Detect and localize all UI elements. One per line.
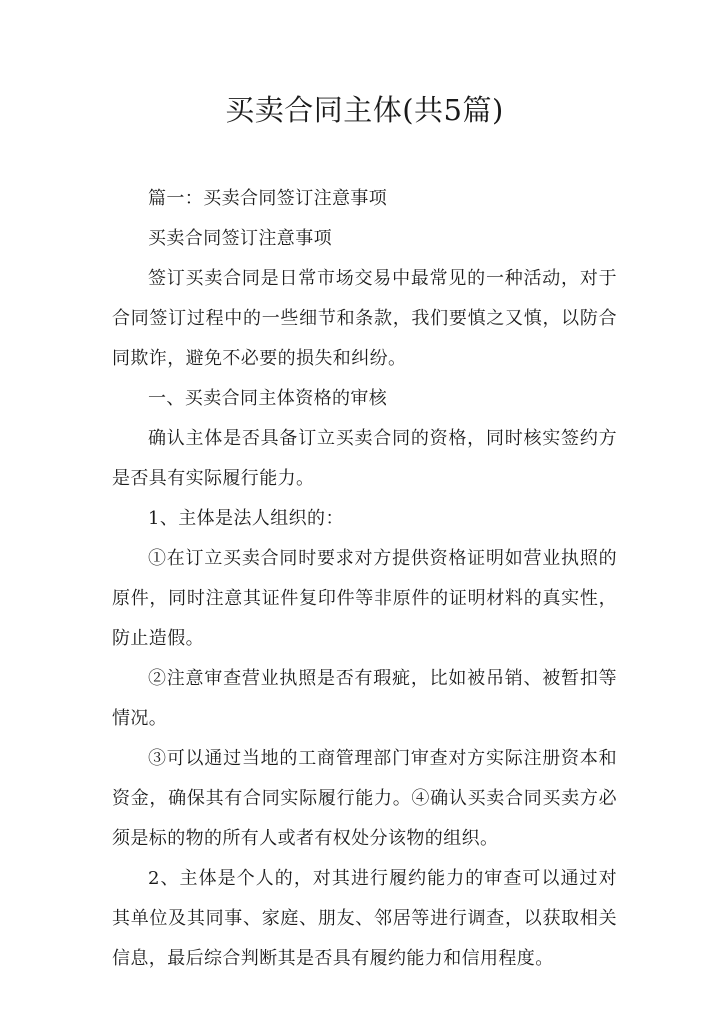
document-body — [112, 179, 617, 979]
paragraph-point-2: ②注意审查营业执照是否有瑕疵，比如被吊销、被暂扣等情况。 — [112, 668, 617, 729]
paragraph-body: 确认主体是否具备订立买卖合同的资格，同时核实签约方是否具有实际履行能力。 — [112, 428, 617, 489]
document-title: 买卖合同主体(共5篇) — [225, 93, 504, 127]
paragraph-intro: 签订买卖合同是日常市场交易中最常见的一种活动，对于合同签订过程中的一些细节和条款，我们要慎之又慎，以防合同欺诈，避免不必要的损失和纠纷。 — [112, 268, 617, 369]
paragraph-point-1: ①在订立买卖合同时要求对方提供资格证明如营业执照的原件，同时注意其证件复印件等非原件的证明材料的真实性，防止造假。 — [112, 548, 617, 649]
paragraph-section-heading: 篇一：买卖合同签订注意事项 — [148, 188, 388, 209]
paragraph-subtitle: 买卖合同签订注意事项 — [148, 228, 332, 249]
paragraph-heading-1: 一、买卖合同主体资格的审核 — [148, 388, 388, 409]
paragraph-item-2: 2、主体是个人的，对其进行履约能力的审查可以通过对其单位及其同事、家庭、朋友、邻居等进行调查，以获取相关信息，最后综合判断其是否具有履约能力和信用程度。 — [112, 868, 617, 969]
paragraph-item-1: 1、主体是法人组织的： — [148, 508, 344, 529]
paragraph-point-3-4: ③可以通过当地的工商管理部门审查对方实际注册资本和资金，确保其有合同实际履行能力。④确认买卖合同买卖方必须是标的物的所有人或者有权处分该物的组织。 — [112, 748, 617, 849]
